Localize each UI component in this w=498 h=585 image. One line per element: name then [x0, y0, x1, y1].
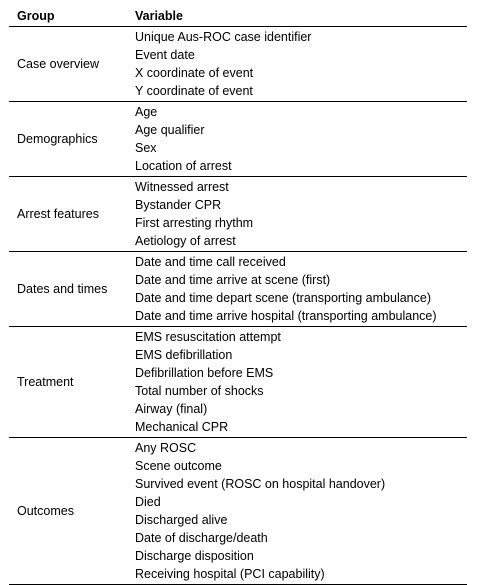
group-name: Treatment	[17, 375, 74, 389]
variable-item: Defibrillation before EMS	[135, 366, 274, 380]
variable-item: Age	[135, 105, 158, 119]
variable-item: Y coordinate of event	[135, 84, 253, 98]
table-body	[9, 27, 467, 585]
table-row	[9, 327, 467, 438]
variable-list	[128, 27, 467, 102]
variable-item: Bystander CPR	[135, 198, 222, 212]
variable-item: Unique Aus-ROC case identifier	[135, 30, 312, 44]
variable-list	[128, 252, 467, 327]
variable-item: Discharged alive	[135, 513, 228, 527]
variable-item: Age qualifier	[135, 123, 205, 137]
variable-item: Aetiology of arrest	[135, 234, 236, 248]
table-header	[9, 4, 467, 27]
variable-item: Witnessed arrest	[135, 180, 229, 194]
variable-item: Date and time arrive hospital (transporting ambulance)	[135, 309, 437, 323]
variable-item: Died	[135, 495, 161, 509]
variable-list	[128, 102, 467, 177]
variable-item: Mechanical CPR	[135, 420, 229, 434]
variable-list	[128, 177, 467, 252]
table-row	[9, 438, 467, 585]
variable-item: Scene outcome	[135, 459, 222, 473]
header-group: Group	[9, 4, 128, 27]
table-row	[9, 177, 467, 252]
table-row	[9, 102, 467, 177]
variable-item: Date and time call received	[135, 255, 286, 269]
variable-item: Survived event (ROSC on hospital handover)	[135, 477, 386, 491]
group-name: Arrest features	[17, 207, 99, 221]
variable-item: Date and time depart scene (transporting ambulance)	[135, 291, 431, 305]
variable-list	[128, 438, 467, 585]
variable-list	[128, 327, 467, 438]
variable-item: First arresting rhythm	[135, 216, 254, 230]
variable-item: Date and time arrive at scene (first)	[135, 273, 331, 287]
variable-item: EMS defibrillation	[135, 348, 233, 362]
variable-item: Receiving hospital (PCI capability)	[135, 567, 325, 581]
header-variable: Variable	[128, 4, 467, 27]
variable-item: Location of arrest	[135, 159, 232, 173]
variable-item: Date of discharge/death	[135, 531, 268, 545]
table-row	[9, 27, 467, 102]
group-name: Dates and times	[17, 282, 108, 296]
variable-item: Any ROSC	[135, 441, 197, 455]
variable-item: Discharge disposition	[135, 549, 254, 563]
variable-item: Airway (final)	[135, 402, 208, 416]
variable-item: Total number of shocks	[135, 384, 264, 398]
variable-item: Event date	[135, 48, 195, 62]
table-row	[9, 252, 467, 327]
header-row	[9, 4, 467, 27]
group-name: Demographics	[17, 132, 98, 146]
variable-item: EMS resuscitation attempt	[135, 330, 281, 344]
group-name: Outcomes	[17, 504, 74, 518]
group-name: Case overview	[17, 57, 99, 71]
variable-item: Sex	[135, 141, 157, 155]
variables-table	[9, 4, 467, 585]
variable-item: X coordinate of event	[135, 66, 254, 80]
